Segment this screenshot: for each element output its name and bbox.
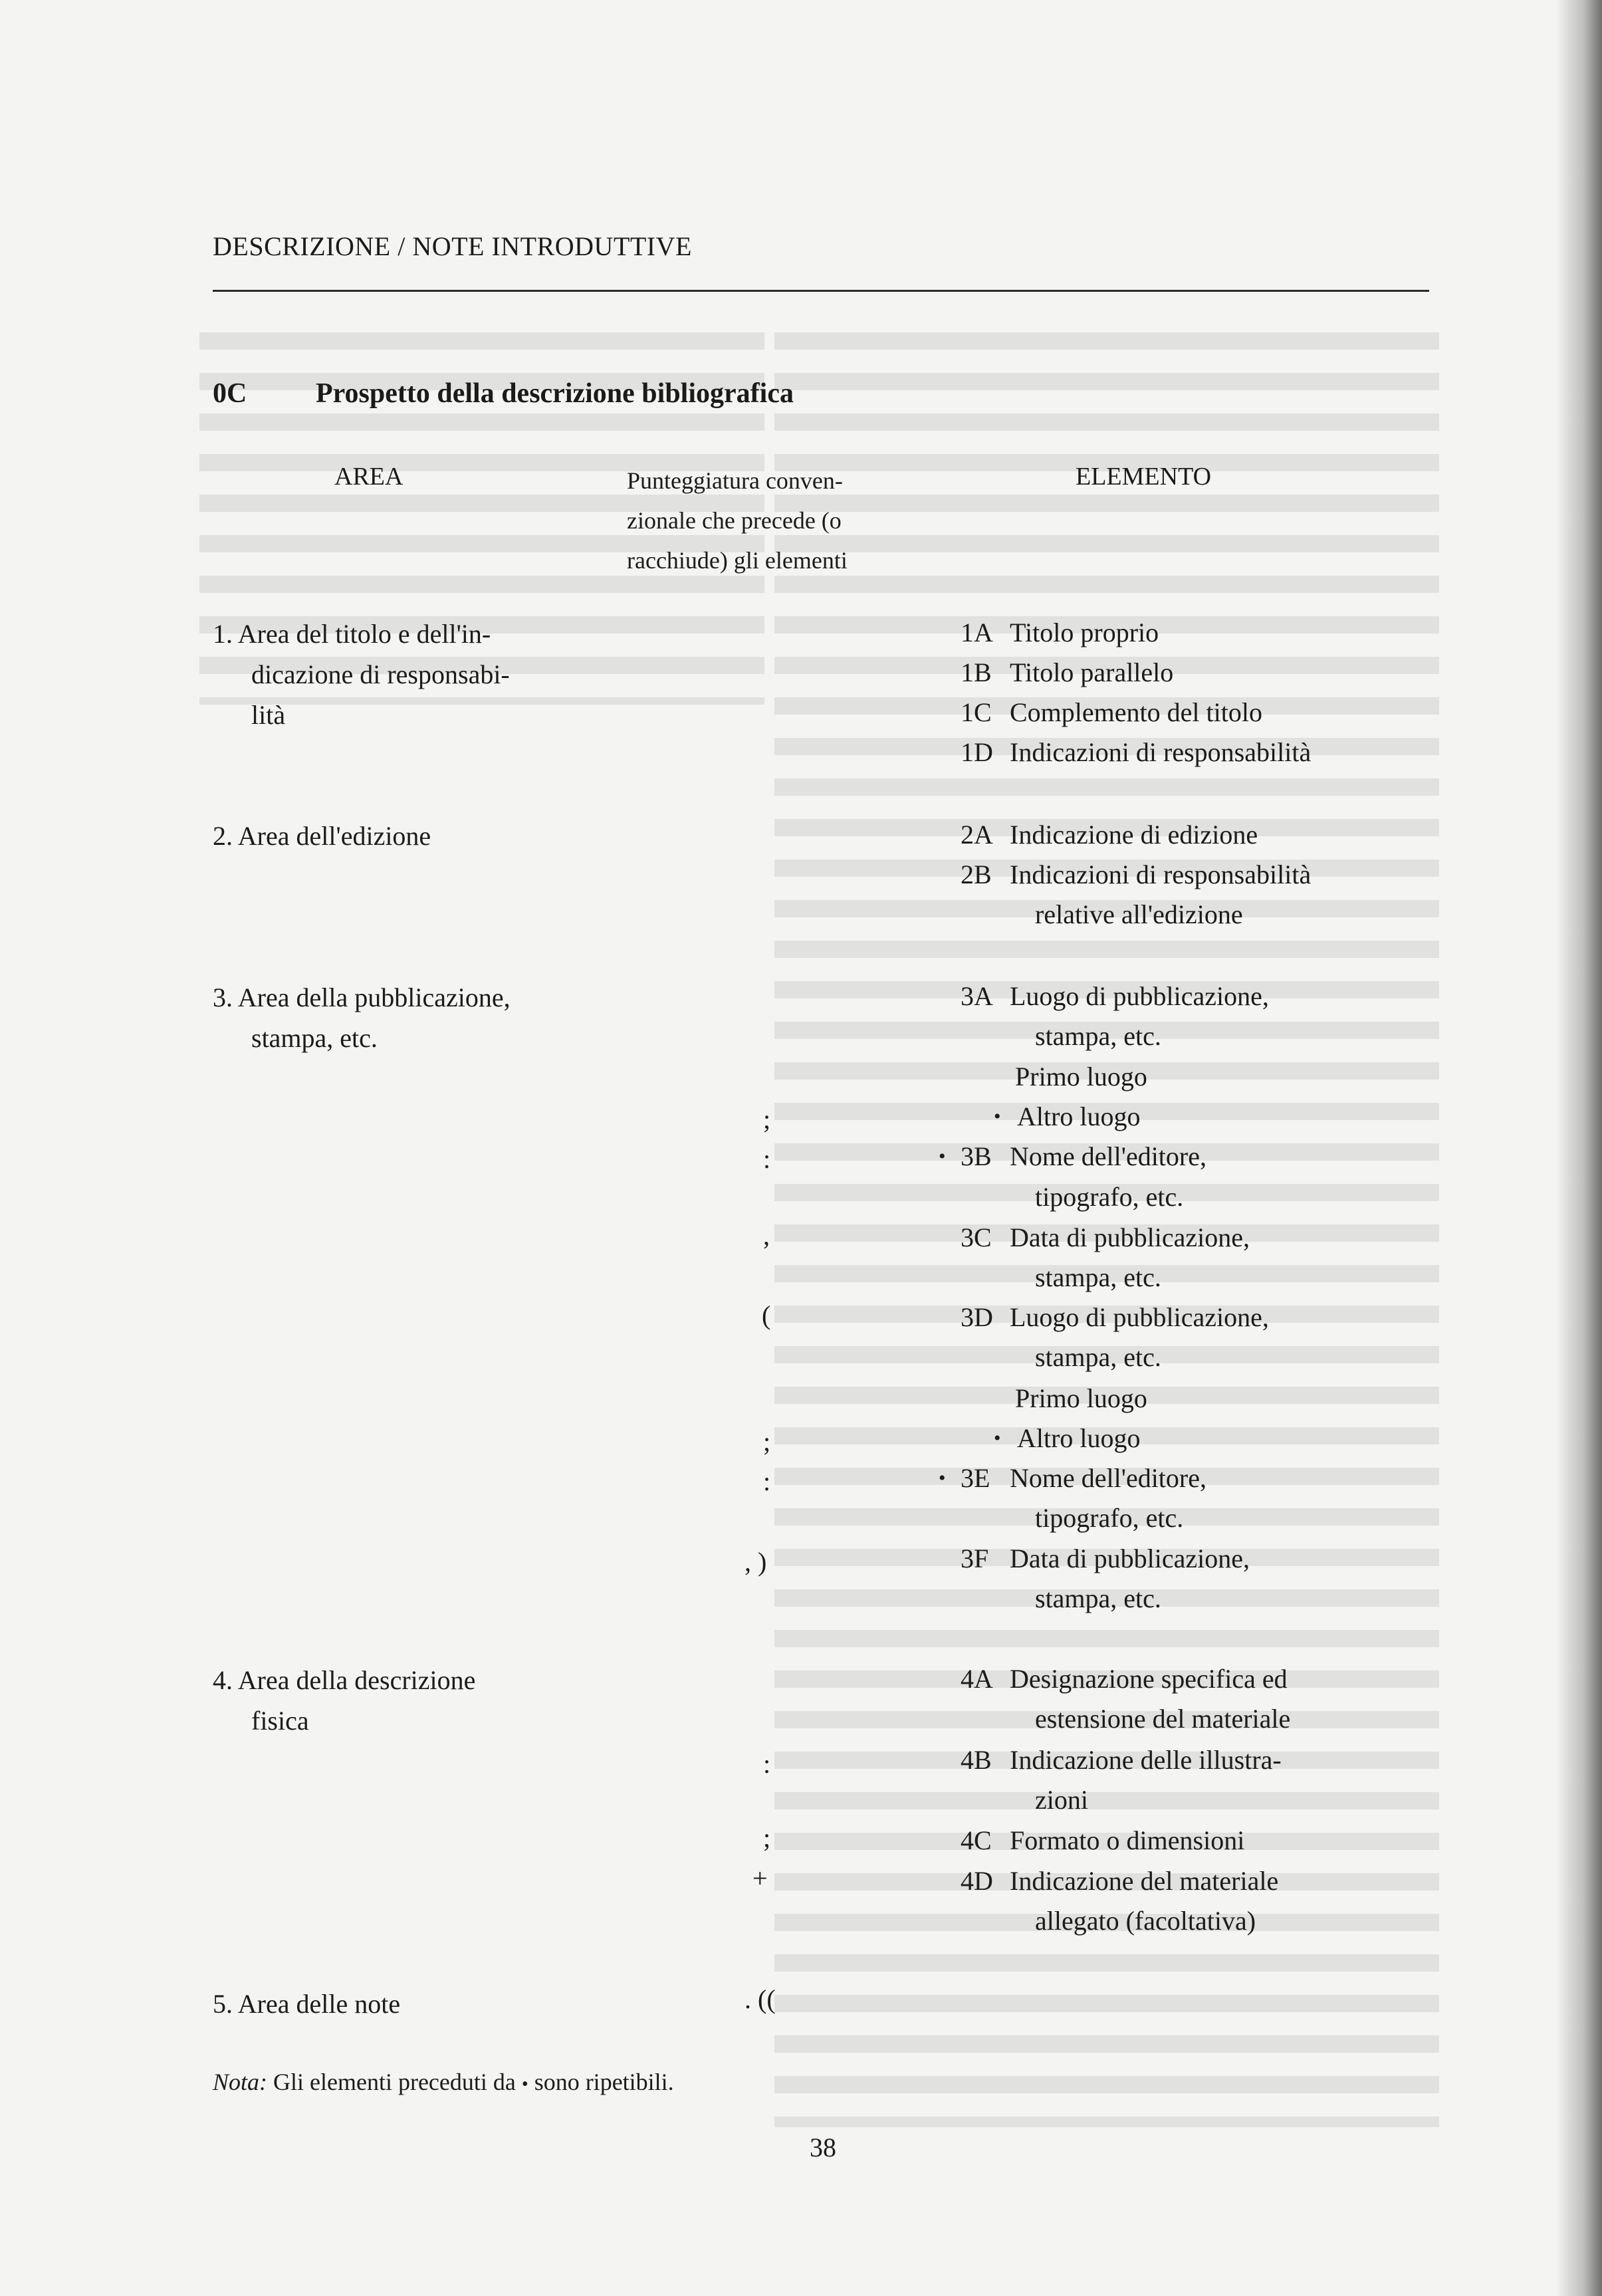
section-number: 0C xyxy=(213,378,247,409)
punct-paren-open: ( xyxy=(762,1300,771,1330)
element-text: Formato o dimensioni xyxy=(1010,1825,1245,1855)
area-line: 2. Area dell'edizione xyxy=(213,821,431,851)
element-1C xyxy=(961,697,1262,729)
area-line: 5. Area delle note xyxy=(213,1989,401,2019)
note-text-end: sono ripetibili. xyxy=(534,2069,674,2095)
element-3A xyxy=(961,980,1269,1012)
area-line: 3. Area della pubblicazione, xyxy=(213,982,511,1012)
bullet-icon: • xyxy=(939,1467,946,1489)
element-text: Indicazione delle illustra- xyxy=(1010,1745,1282,1775)
bullet-icon: • xyxy=(521,2074,528,2095)
element-4B xyxy=(961,1744,1282,1776)
punct-note-open: . (( xyxy=(744,1984,776,2014)
element-text: Titolo parallelo xyxy=(1010,657,1174,687)
running-header: DESCRIZIONE / NOTE INTRODUTTIVE xyxy=(213,231,692,261)
element-code: 3E xyxy=(961,1463,990,1493)
element-3E-cont: tipografo, etc. xyxy=(1035,1503,1184,1533)
element-text: Nome dell'editore, xyxy=(1010,1141,1206,1171)
area-line: dicazione di responsabi- xyxy=(251,659,510,689)
element-2A xyxy=(961,819,1258,851)
element-code: 3F xyxy=(961,1544,989,1573)
element-3B-cont: tipografo, etc. xyxy=(1035,1182,1184,1212)
element-4D-cont: allegato (facoltativa) xyxy=(1035,1906,1256,1936)
element-4A-cont: estensione del materiale xyxy=(1035,1704,1291,1734)
element-code: 2B xyxy=(961,860,992,889)
element-code: 4C xyxy=(961,1825,992,1855)
section-title: Prospetto della descrizione bibliografica xyxy=(316,378,794,409)
element-code: 3C xyxy=(961,1222,992,1252)
footnote xyxy=(213,2066,674,2101)
element-code: 1D xyxy=(961,737,993,767)
element-3D-other-place: Altro luogo xyxy=(1017,1423,1141,1453)
punct-head-line: zionale che precede (o xyxy=(627,507,842,534)
bullet-icon: • xyxy=(994,1427,1001,1449)
element-1A xyxy=(961,617,1159,649)
area-line: fisica xyxy=(251,1706,309,1736)
element-text: Luogo di pubblicazione, xyxy=(1010,1302,1269,1332)
punct-semicolon: ; xyxy=(763,1104,771,1134)
element-3F xyxy=(961,1543,1250,1575)
punct-head-line: Punteggiatura conven- xyxy=(627,467,843,494)
element-1D xyxy=(961,737,1311,768)
element-code: 3B xyxy=(961,1141,992,1171)
element-code: 1C xyxy=(961,697,992,727)
punct-semicolon: ; xyxy=(763,1823,771,1853)
element-code: 4A xyxy=(961,1664,993,1694)
page-number: 38 xyxy=(810,2132,836,2162)
punct-colon: : xyxy=(763,1466,771,1496)
element-code: 1B xyxy=(961,657,992,687)
area-5 xyxy=(213,1984,400,2024)
element-text: Indicazione del materiale xyxy=(1010,1866,1279,1896)
element-code: 4D xyxy=(961,1866,993,1896)
punct-comma-paren-close: , ) xyxy=(744,1547,767,1577)
element-code: 1A xyxy=(961,618,993,647)
element-3A-first-place: Primo luogo xyxy=(1015,1062,1147,1091)
element-text: Nome dell'editore, xyxy=(1010,1463,1206,1493)
element-4B-cont: zioni xyxy=(1035,1785,1088,1815)
punct-colon: : xyxy=(763,1749,771,1779)
punct-semicolon: ; xyxy=(763,1427,771,1456)
area-2 xyxy=(213,816,431,856)
punct-plus: + xyxy=(752,1863,768,1893)
element-2B xyxy=(961,859,1311,891)
note-text: Gli elementi preceduti da xyxy=(273,2069,516,2095)
element-3F-cont: stampa, etc. xyxy=(1035,1583,1161,1613)
element-code: 3D xyxy=(961,1302,993,1332)
area-line: 4. Area della descrizione xyxy=(213,1665,476,1695)
element-text: Indicazioni di responsabilità xyxy=(1010,860,1312,889)
element-code: 2A xyxy=(961,820,993,850)
page-edge-shadow xyxy=(1555,0,1602,2296)
element-code: 4B xyxy=(961,1745,992,1775)
element-text: Luogo di pubblicazione, xyxy=(1010,981,1269,1011)
element-3B xyxy=(961,1141,1206,1173)
area-line: lità xyxy=(251,700,286,730)
area-line: 1. Area del titolo e dell'in- xyxy=(213,619,491,649)
punct-comma: , xyxy=(763,1220,770,1250)
element-4C xyxy=(961,1825,1244,1857)
element-3D xyxy=(961,1302,1269,1333)
element-text: Indicazioni di responsabilità xyxy=(1010,737,1312,767)
element-text: Data di pubblicazione, xyxy=(1010,1222,1250,1252)
column-head-punctuation xyxy=(627,461,906,580)
area-line: stampa, etc. xyxy=(251,1023,378,1053)
element-text: Titolo proprio xyxy=(1010,618,1159,647)
element-code: 3A xyxy=(961,981,993,1011)
element-4A xyxy=(961,1663,1288,1695)
element-text: Indicazione di edizione xyxy=(1010,820,1258,850)
area-3 xyxy=(213,977,511,1058)
element-3C-cont: stampa, etc. xyxy=(1035,1262,1161,1292)
element-text: Data di pubblicazione, xyxy=(1010,1544,1250,1573)
punct-colon: : xyxy=(763,1144,771,1174)
element-text: Designazione specifica ed xyxy=(1010,1664,1288,1694)
punct-head-line: racchiude) gli elementi xyxy=(627,547,848,574)
note-label: Nota: xyxy=(213,2069,268,2095)
element-3A-cont: stampa, etc. xyxy=(1035,1021,1161,1051)
element-3C xyxy=(961,1222,1250,1254)
element-2B-cont: relative all'edizione xyxy=(1035,899,1243,929)
element-3D-cont: stampa, etc. xyxy=(1035,1342,1161,1372)
bullet-icon: • xyxy=(939,1145,946,1167)
bullet-icon: • xyxy=(994,1105,1001,1127)
element-text: Complemento del titolo xyxy=(1010,697,1262,727)
element-1B xyxy=(961,657,1173,689)
column-head-element: ELEMENTO xyxy=(1076,463,1212,491)
header-rule xyxy=(213,290,1429,292)
column-head-area: AREA xyxy=(334,463,403,491)
element-3D-first-place: Primo luogo xyxy=(1015,1383,1147,1413)
element-4D xyxy=(961,1865,1278,1897)
area-4 xyxy=(213,1660,475,1741)
area-1 xyxy=(213,614,510,735)
element-3E xyxy=(961,1462,1206,1494)
element-3A-other-place: Altro luogo xyxy=(1017,1101,1141,1131)
